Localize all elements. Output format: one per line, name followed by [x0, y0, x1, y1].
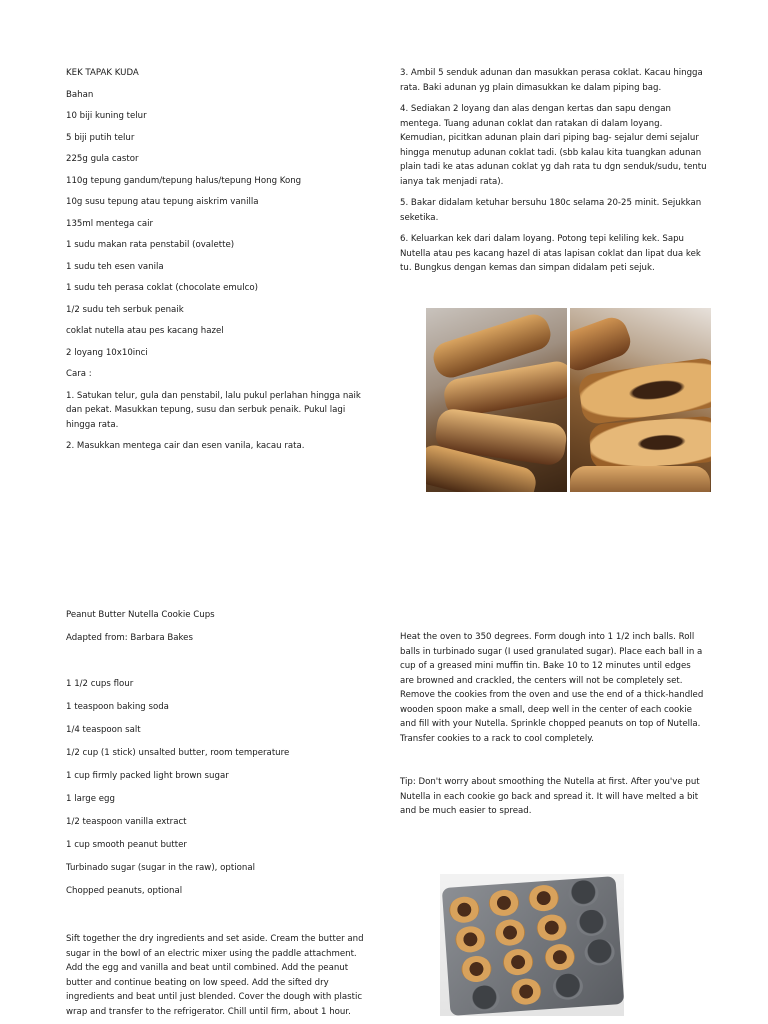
kek-ingredient: 5 biji putih telur	[66, 132, 135, 143]
pb-ingredient: 1 teaspoon baking soda	[66, 702, 169, 712]
kek-step: 3. Ambil 5 senduk adunan dan masukkan perasa coklat. Kacau hingga rata. Baki adunan yg plain dimasukkan ke dalam piping bag.	[400, 68, 703, 93]
pb-tip-text: Tip: Don't worry about smoothing the Nutella at first. After you've put Nutella in each cookie go back and spread it. It will have melted a bit and be much easier to spread.	[400, 777, 700, 816]
kek-ingredient: 10g susu tepung atau tepung aiskrim vanilla	[66, 197, 259, 207]
pb-ingredient: 1/2 cup (1 stick) unsalted butter, room temperature	[66, 748, 290, 758]
kek-ingredient: 225g gula castor	[66, 154, 139, 164]
kek-right-column	[400, 66, 710, 283]
pb-method-paragraph: Sift together the dry ingredients and set aside. Cream the butter and sugar in the bowl of an electric mixer using the paddle attachment. Add the egg and vanilla and beat until combined. Add the peanut butter and continue beating on low speed. Add the sifted dry ingredients and beat until just blended. Cover the dough with plastic wrap and transfer to the refrigerator. Chill until firm, about 1 hour.	[66, 934, 364, 1017]
kek-cara-label: Cara :	[66, 369, 92, 379]
kek-ingredient: 1/2 sudu teh serbuk penaik	[66, 304, 184, 315]
kek-ingredient: 135ml mentega cair	[66, 218, 154, 229]
pb-ingredient: 1/4 teaspoon salt	[66, 725, 141, 735]
pb-ingredient: Turbinado sugar (sugar in the raw), optional	[66, 863, 255, 873]
kek-step: 2. Masukkan mentega cair dan esen vanila, kacau rata.	[66, 441, 305, 451]
kek-ingredient: 1 sudu teh esen vanila	[66, 261, 164, 272]
pb-left-column	[66, 608, 366, 907]
pb-method-right	[400, 630, 704, 746]
kek-tapak-kuda-photo-right	[570, 308, 711, 492]
pb-tip	[400, 775, 704, 819]
kek-left-column	[66, 66, 366, 461]
pb-ingredient-list	[66, 677, 366, 899]
kek-step: 6. Keluarkan kek dari dalam loyang. Potong tepi keliling kek. Sapu Nutella atau pes kacang hazel di atas lapisan coklat dan lipat dua kek tu. Bungkus dengan kemas dan simpan didalam peti sejuk.	[400, 234, 701, 273]
pb-method-paragraph: Heat the oven to 350 degrees. Form dough into 1 1/2 inch balls. Roll balls in turbinado sugar (I used granulated sugar). Place each ball in a cup of a greased mini muffin tin. Bake 10 to 12 minutes until edges are browned and crackled, the centers will not be completely set. Remove the cookies from the oven and use the end of a thick-handled wooden spoon make a small, deep well in the center of each cookie and fill with your Nutella. Sprinkle chopped peanuts on top of Nutella. Transfer cookies to a rack to cool completely.	[400, 632, 704, 744]
kek-ingredient: 110g tepung gandum/tepung halus/tepung Hong Kong	[66, 175, 302, 186]
pb-method-left	[66, 932, 366, 1019]
pb-ingredient: Chopped peanuts, optional	[66, 886, 183, 896]
kek-step: 1. Satukan telur, gula dan penstabil, lalu pukul perlahan hingga naik dan pekat. Masukkan tepung, susu dan serbuk penaik. Pukul lagi hingga rata.	[66, 390, 361, 430]
kek-ingredient: coklat nutella atau pes kacang hazel	[66, 326, 224, 336]
pb-adapted: Adapted from: Barbara Bakes	[66, 632, 193, 643]
kek-tapak-kuda-photo-left	[426, 308, 567, 492]
muffin-tin	[442, 876, 624, 1016]
kek-title: KEK TAPAK KUDA	[66, 68, 139, 78]
pb-ingredient: 1 cup smooth peanut butter	[66, 840, 187, 850]
kek-ingredient: 1 sudu teh perasa coklat (chocolate emulco)	[66, 283, 258, 293]
pb-title: Peanut Butter Nutella Cookie Cups	[66, 610, 215, 620]
kek-step: 4. Sediakan 2 loyang dan alas dengan kertas dan sapu dengan mentega. Tuang adunan coklat dan ratakan di dalam loyang. Kemudian, picitkan adunan plain dari piping bag- sejalur demi sejalur hingga menutup adunan coklat tadi. (sbb kalau kita tuangkan adunan plain tadi ke atas adunan coklat yg dah rata tu dgn senduk/sudu, tentu ianya tak menjadi rata).	[400, 104, 707, 187]
kek-ingredient: 2 loyang 10x10inci	[66, 347, 148, 358]
pb-ingredient: 1 large egg	[66, 794, 115, 804]
pb-ingredient: 1 1/2 cups flour	[66, 679, 134, 689]
kek-ingredient: 10 biji kuning telur	[66, 111, 147, 121]
kek-step: 5. Bakar didalam ketuhar bersuhu 180c selama 20-25 minit. Sejukkan seketika.	[400, 198, 702, 223]
kek-bahan-label: Bahan	[66, 89, 94, 100]
pb-ingredient: 1 cup firmly packed light brown sugar	[66, 771, 229, 781]
pb-ingredient: 1/2 teaspoon vanilla extract	[66, 817, 187, 827]
kek-ingredient: 1 sudu makan rata penstabil (ovalette)	[66, 240, 235, 250]
cookie-cups-photo	[440, 874, 624, 1016]
